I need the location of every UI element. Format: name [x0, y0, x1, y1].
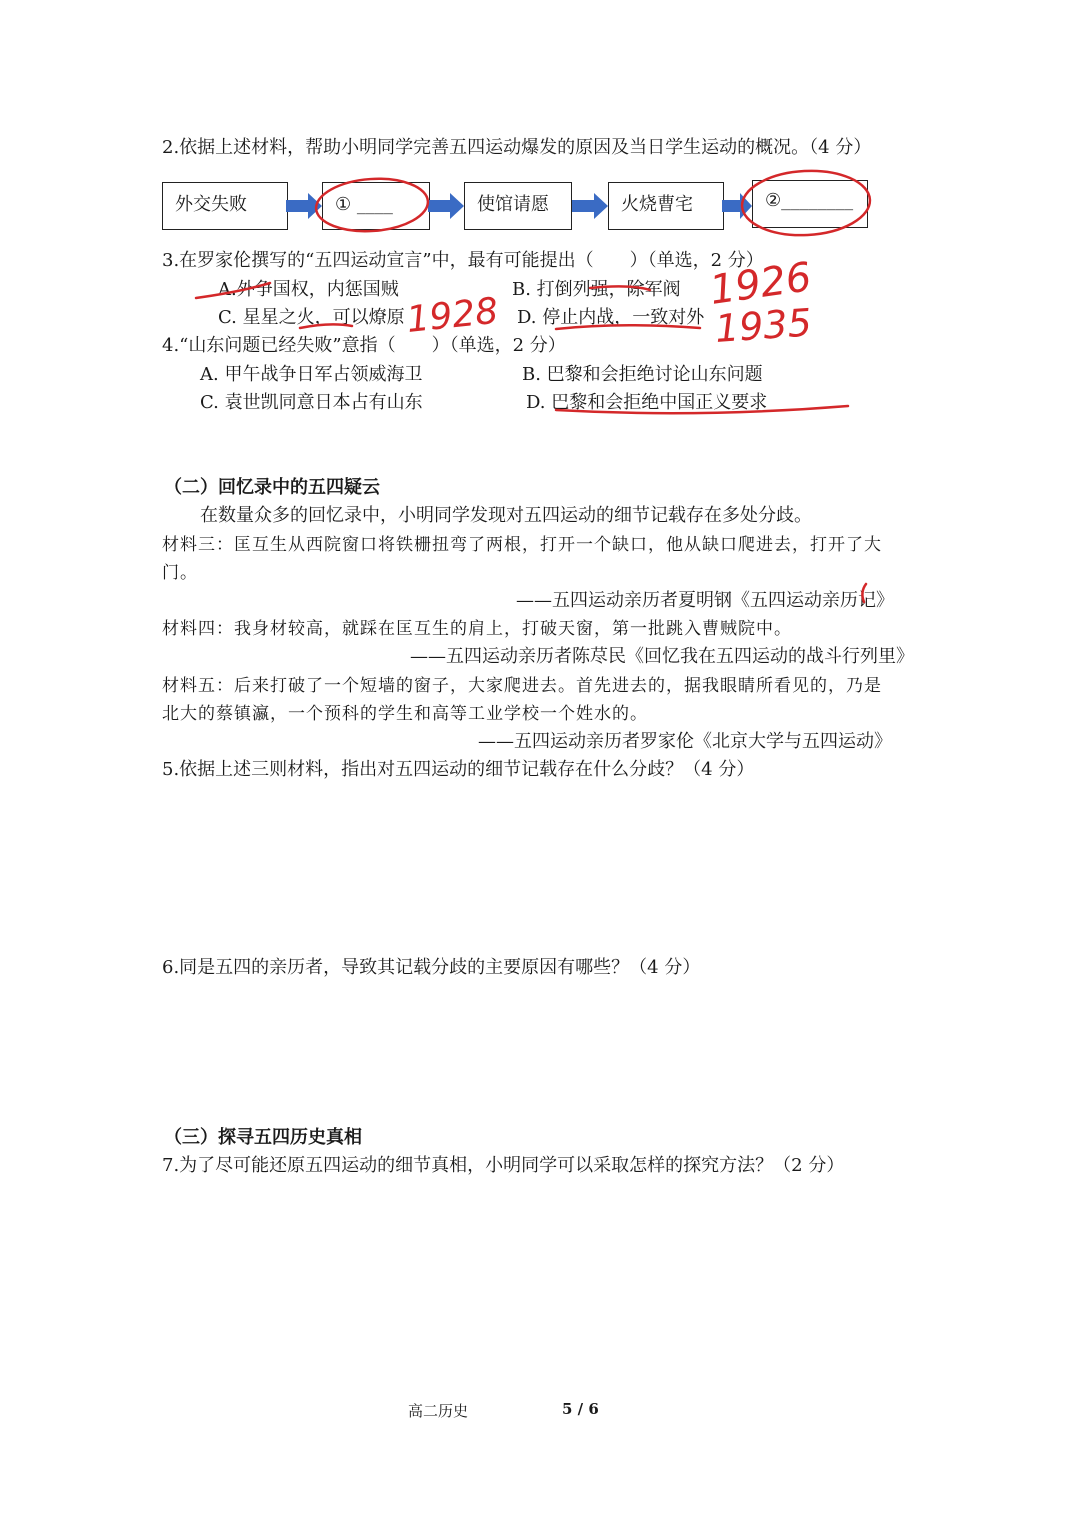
flow-box-5-blank: ②________	[752, 180, 868, 228]
handwritten-year-1935: 1935	[713, 300, 814, 351]
question-3-text: 3.在罗家伦撰写的“五四运动宣言”中，最有可能提出（ ）（单选，2 分）	[162, 250, 764, 271]
q4-option-a: A. 甲午战争日军占领威海卫	[200, 364, 423, 385]
material-3-line-1: 材料三：匡互生从西院窗口将铁栅扭弯了两根，打开一个缺口，他从缺口爬进去，打开了大	[162, 535, 882, 555]
q3-option-a: A.外争国权，内惩国贼	[218, 279, 399, 300]
question-7-text: 7.为了尽可能还原五四运动的细节真相，小明同学可以采取怎样的探究方法？（2 分）	[162, 1155, 845, 1176]
q4-option-c: C. 袁世凯同意日本占有山东	[200, 392, 423, 413]
material-4-line-1: 材料四：我身材较高，就踩在匡互生的肩上，打破天窗，第一批跳入曹贼院中。	[162, 619, 792, 639]
handwritten-year-1926: 1926	[706, 254, 815, 314]
question-5-text: 5.依据上述三则材料，指出对五四运动的细节记载存在什么分歧？（4 分）	[162, 759, 755, 780]
footer-page-number: 5 / 6	[562, 1400, 599, 1418]
flow-arrow-1	[286, 193, 324, 219]
question-4-text: 4.“山东问题已经失败”意指（ ）（单选，2 分）	[162, 335, 566, 356]
material-3-line-2: 门。	[162, 563, 198, 583]
material-5-line-2: 北大的蔡镇瀛，一个预科的学生和高等工业学校一个姓水的。	[162, 704, 648, 724]
material-4-source: ——五四运动亲历者陈荩民《回忆我在五四运动的战斗行列里》	[410, 646, 914, 667]
flow-box-4: 火烧曹宅	[608, 182, 724, 230]
q4-option-b: B. 巴黎和会拒绝讨论山东问题	[522, 364, 763, 385]
q3-option-d: D. 停止内战，一致对外	[517, 307, 705, 328]
flow-box-1: 外交失败	[162, 182, 288, 230]
flow-arrow-2	[428, 193, 466, 219]
q3-option-b: B. 打倒列强，除军阀	[512, 279, 681, 300]
flow-arrow-4	[722, 193, 754, 219]
section-3-heading: （三）探寻五四历史真相	[164, 1127, 362, 1148]
question-6-text: 6.同是五四的亲历者，导致其记载分歧的主要原因有哪些？（4 分）	[162, 957, 701, 978]
material-5-source: ——五四运动亲历者罗家伦《北京大学与五四运动》	[478, 731, 892, 752]
material-3-source: ——五四运动亲历者夏明钢《五四运动亲历记》	[516, 590, 894, 611]
material-5-line-1: 材料五：后来打破了一个短墙的窗子，大家爬进去。首先进去的，据我眼睛所看见的，乃是	[162, 676, 882, 696]
question-2-text: 2.依据上述材料，帮助小明同学完善五四运动爆发的原因及当日学生运动的概况。（4 分）	[162, 137, 872, 158]
q4-option-d: D. 巴黎和会拒绝中国正义要求	[526, 392, 768, 413]
section-2-heading: （二）回忆录中的五四疑云	[164, 477, 380, 498]
handwritten-year-1928: 1928	[404, 290, 501, 341]
flow-box-3: 使馆请愿	[464, 182, 572, 230]
section-2-intro: 在数量众多的回忆录中，小明同学发现对五四运动的细节记载存在多处分歧。	[200, 505, 812, 526]
q3-option-c: C. 星星之火，可以燎原	[218, 307, 405, 328]
footer-subject: 高二历史	[408, 1402, 469, 1420]
flow-arrow-3	[572, 193, 610, 219]
flow-box-2-blank: ① ____	[322, 182, 430, 230]
